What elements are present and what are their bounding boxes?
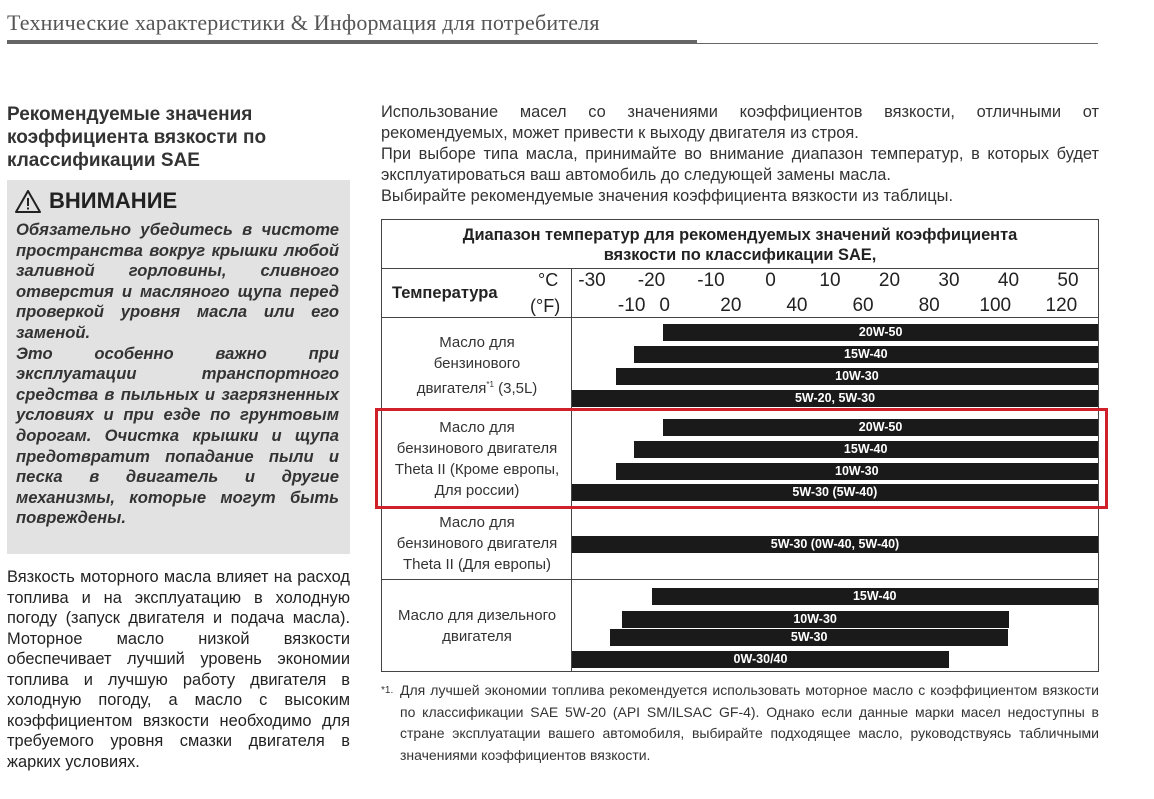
section-title: Рекомендуемые значения коэффициента вязкости по классификации SAE [7,104,267,171]
row-label-line: Theta II (Для европы) [402,556,552,573]
row-label-diesel [382,605,572,647]
celsius-tick-label: 0 [765,270,776,291]
row-label-line: Масло для [439,419,515,436]
row-label-line: Масло для [439,334,515,351]
row-label-line: двигателя [442,628,512,645]
celsius-tick-label: 20 [878,270,901,291]
viscosity-bar: 10W-30 [616,463,1098,480]
row-label-line: бензинового [433,355,521,372]
viscosity-bar: 5W-30 (5W-40) [572,484,1098,501]
warning-triangle-icon [15,190,41,213]
row-label-line: Theta II (Кроме европы, [394,461,560,478]
row-label-part: двигателя [416,380,487,397]
intro-para-2: При выборе типа масла, принимайте во внимание диапазон температур, в которых будет эксплуатироваться ваш автомобиль до следующей замены масла. [381,145,1099,184]
celsius-tick-label: -10 [697,270,725,291]
warning-para-1: Обязательно убедитесь в чистоте пространства вокруг крышки любой заливной горловины, сливного отверстия и масляного щупа перед проверкой уровня масла или его заменой. [16,220,339,342]
viscosity-bar: 15W-40 [634,346,1098,363]
viscosity-bar: 0W-30/40 [572,651,949,668]
viscosity-bar: 15W-40 [652,588,1099,605]
table-rule [382,579,1098,580]
row-label-line: Масло для [439,514,515,531]
row-label-theta-ii-europe [382,512,572,575]
warning-heading-text: ВНИМАНИЕ [49,188,178,213]
header-rule-thin [697,43,1098,44]
table-rule [382,317,1098,318]
viscosity-bar: 5W-30 [610,629,1009,646]
fahrenheit-tick-label: 80 [918,295,940,316]
row-label-line: Масло для дизельного [397,607,557,624]
celsius-tick-label: 40 [997,270,1020,291]
celsius-unit: °C [538,270,559,290]
viscosity-bar: 20W-50 [663,324,1098,341]
footnote-text: Для лучшей экономии топлива рекомендуется использовать моторное масло с коэффициентом вязкости по классификации SAE 5W-20 (API SM/ILSAC GF-4). Однако если данные марки масел недоступны в стране эксплуатации вашего автомобиля, выбирайте подходящее масло, руководствуясь табличными значениями коэффициентов вязкости. [400,682,1099,763]
intro-para-3: Выбирайте рекомендуемые значения коэффициента вязкости из таблицы. [381,187,954,205]
viscosity-bar: 10W-30 [616,368,1098,385]
fahrenheit-unit: (°F) [530,296,561,316]
celsius-tick-label: 50 [1057,270,1079,291]
warning-para-2: Это особенно важно при эксплуатации транспортного средства в пыльных и загрязненных условиях и при езде по грунтовым дорогам. Очистка крышки и щупа предотвратит попадание пыли и песка в двигатель и другие механизмы, которые могут быть повреждены. [16,343,339,528]
page-header-title: Технические характеристики & Информация для потребителя [7,10,600,35]
celsius-tick-label: -30 [578,270,606,291]
fahrenheit-tick-label: 40 [786,295,808,316]
celsius-tick-label: 10 [819,270,841,291]
fahrenheit-tick-label: 0 [659,295,671,316]
fahrenheit-tick-label: 60 [852,295,874,316]
viscosity-bar: 15W-40 [634,441,1098,458]
row-label-part: (3,5L) [498,380,538,397]
row-label-gasoline-35 [382,332,572,399]
row-label-line: бензинового двигателя [396,440,558,457]
table-title [382,225,1098,265]
fahrenheit-tick-label: 20 [720,295,742,316]
intro-para-1: Использование масел со значениями коэффициентов вязкости, отличными от рекомендуемых, может привести к выходу двигателя из строя. [381,103,1099,142]
header-rule-thick [7,40,697,44]
footnote-mark: *1. [381,685,394,696]
warning-heading [15,188,177,214]
highlight-frame [375,408,1108,509]
celsius-tick-label: -20 [637,270,666,291]
fahrenheit-tick-label: -10 [617,295,646,316]
footnote-mark: *1 [486,380,494,389]
celsius-tick-label: 30 [938,270,960,291]
table-rule [382,268,1098,269]
viscosity-bar: 5W-30 (0W-40, 5W-40) [572,536,1098,553]
fahrenheit-tick-label: 120 [1045,295,1078,316]
viscosity-bar: 5W-20, 5W-30 [572,390,1098,407]
intro-text [381,102,1099,207]
footnote [381,680,1099,766]
row-label-line: бензинового двигателя [396,535,558,552]
viscosity-description: Вязкость моторного масла влияет на расход топлива и на эксплуатацию в холодную погоду (запуск двигателя и подача масла). Моторное масло низкой вязкости обеспечивает лучший уровень экономии топлива и лучшую работу двигателя в холодную погоду, а масло с высоким коэффициентом вязкости необходимо для требуемого уровня смазки двигателя в жарких условиях. [7,568,350,771]
row-label-line: Для россии) [434,482,520,499]
row-label-line [382,374,572,399]
table-title-line-1: Диапазон температур для рекомендуемых значений коэффициента [462,226,1018,244]
table-title-line-2: вязкости по классификации SAE, [603,246,877,264]
temperature-label: Температура [392,284,498,302]
warning-box [7,180,350,554]
viscosity-bar: 10W-30 [622,611,1009,628]
viscosity-bar: 20W-50 [663,419,1097,436]
fahrenheit-tick-label: 100 [979,295,1012,316]
warning-text [16,220,339,529]
